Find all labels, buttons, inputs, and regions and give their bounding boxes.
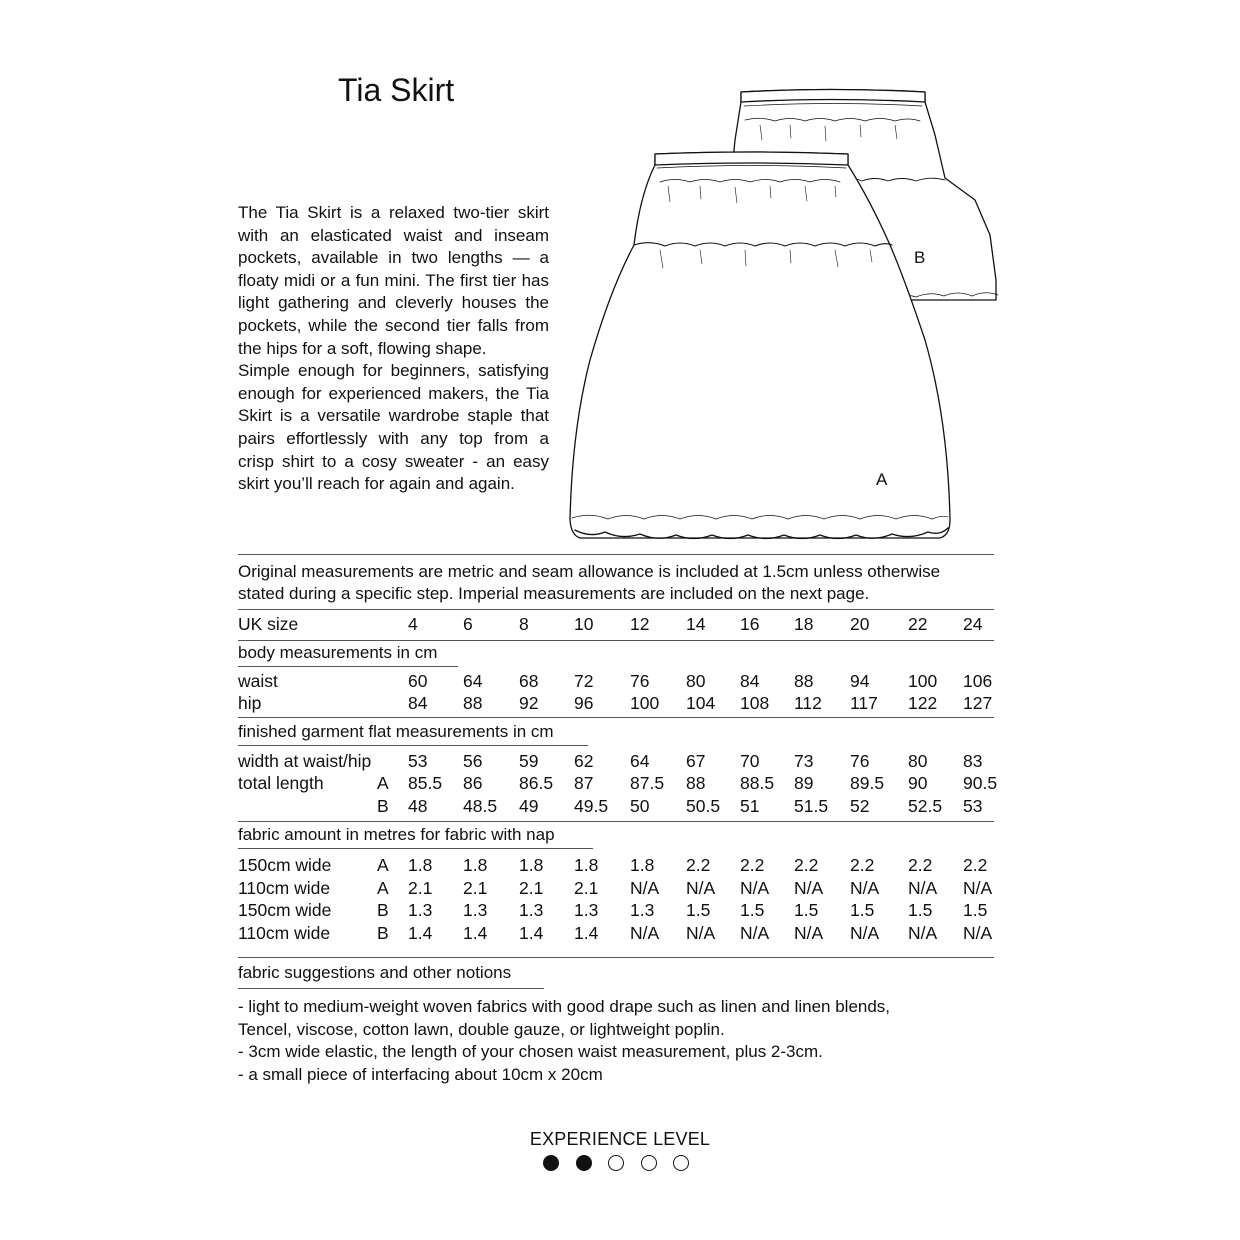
table-cell: 1.5 [963, 900, 988, 920]
size-cell: 4 [408, 614, 418, 634]
notion-line: Tencel, viscose, cotton lawn, double gauze, or lightweight poplin. [238, 1020, 725, 1039]
table-cell: 2.2 [794, 855, 819, 875]
view-label: B [377, 900, 389, 920]
table-cell: N/A [740, 878, 770, 898]
table-cell: 52 [850, 796, 870, 816]
table-cell: 1.4 [408, 923, 433, 943]
table-cell: N/A [794, 923, 824, 943]
size-cell: 18 [794, 614, 814, 634]
table-cell: 88 [794, 671, 814, 691]
table-cell: 1.8 [408, 855, 433, 875]
divider [238, 821, 994, 822]
table-cell: N/A [740, 923, 770, 943]
table-cell: 48.5 [463, 796, 498, 816]
notions-caption: fabric suggestions and other notions [238, 963, 512, 982]
table-cell: 48 [408, 796, 428, 816]
table-cell: 86.5 [519, 773, 554, 793]
empty-level-dot [641, 1155, 657, 1171]
table-cell: N/A [908, 878, 938, 898]
table-cell: N/A [630, 923, 660, 943]
view-label: A [377, 773, 389, 793]
row-label: hip [238, 693, 262, 713]
table-cell: 1.8 [463, 855, 488, 875]
empty-level-dot [608, 1155, 624, 1171]
table-cell: 2.2 [908, 855, 933, 875]
table-cell: 117 [850, 693, 878, 713]
table-cell: 87.5 [630, 773, 665, 793]
view-label: A [377, 878, 389, 898]
table-cell: 100 [630, 693, 660, 713]
size-cell: 14 [686, 614, 706, 634]
table-cell: 68 [519, 671, 539, 691]
table-row [238, 899, 1008, 922]
table-cell: 1.8 [519, 855, 544, 875]
table-cell: N/A [850, 923, 880, 943]
table-cell: 51.5 [794, 796, 829, 816]
notion-line: - a small piece of interfacing about 10cm x 20cm [238, 1065, 603, 1084]
table-cell: 84 [408, 693, 428, 713]
table-cell: 2.1 [574, 878, 599, 898]
intro-text [238, 202, 549, 496]
size-cell: 10 [574, 614, 594, 634]
table-row [238, 670, 1008, 693]
table-cell: 59 [519, 751, 539, 771]
table-cell: 70 [740, 751, 760, 771]
table-cell: 1.4 [463, 923, 488, 943]
table-cell: 92 [519, 693, 539, 713]
table-cell: 1.3 [519, 900, 544, 920]
table-cell: 50.5 [686, 796, 721, 816]
table-cell: 1.3 [574, 900, 599, 920]
table-cell: 80 [686, 671, 706, 691]
row-label: UK size [238, 614, 299, 634]
table-cell: 1.8 [630, 855, 655, 875]
table-cell: 72 [574, 671, 594, 691]
table-cell: 2.2 [850, 855, 875, 875]
table-cell: N/A [630, 878, 660, 898]
table-cell: 127 [963, 693, 993, 713]
table-cell: 83 [963, 751, 983, 771]
size-cell: 6 [463, 614, 473, 634]
table-cell: 64 [463, 671, 483, 691]
table-cell: 1.3 [630, 900, 655, 920]
table-cell: 88 [463, 693, 483, 713]
size-cell: 24 [963, 614, 983, 634]
table-cell: 88.5 [740, 773, 775, 793]
row-label: 110cm wide [238, 923, 331, 943]
table-cell: 2.1 [519, 878, 544, 898]
table-cell: 94 [850, 671, 870, 691]
table-cell: 108 [740, 693, 770, 713]
filled-level-dot [543, 1155, 559, 1171]
table-cell: 1.5 [850, 900, 875, 920]
divider [238, 640, 994, 641]
table-cell: 64 [630, 751, 650, 771]
page-title: Tia Skirt [338, 72, 455, 108]
divider [238, 554, 994, 555]
table-cell: 1.5 [908, 900, 933, 920]
seam-note-line-1: Original measurements are metric and seam allowance is included at 1.5cm unless otherwise [238, 562, 941, 581]
finished-caption: finished garment flat measurements in cm [238, 722, 554, 741]
divider [238, 717, 994, 718]
intro-paragraph: Simple enough for beginners, satisfying enough for experienced makers, the Tia Skirt is a versatile wardrobe staple that pairs effortlessly with any top from a crisp shirt to a cosy sweater - an easy skirt you’ll reach for again and again. [238, 361, 549, 494]
table-cell: 86 [463, 773, 483, 793]
table-cell: 1.3 [463, 900, 488, 920]
table-cell: 2.1 [408, 878, 433, 898]
divider [238, 957, 994, 958]
view-label: A [377, 855, 389, 875]
table-cell: 1.8 [574, 855, 599, 875]
filled-level-dot [576, 1155, 592, 1171]
table-cell: 100 [908, 671, 938, 691]
table-cell: 106 [963, 671, 993, 691]
fabric-caption: fabric amount in metres for fabric with nap [238, 825, 555, 844]
table-row [238, 750, 1008, 773]
size-cell: 16 [740, 614, 760, 634]
table-cell: 56 [463, 751, 483, 771]
table-cell: 104 [686, 693, 716, 713]
table-cell: N/A [963, 923, 993, 943]
table-cell: 76 [850, 751, 870, 771]
table-cell: 85.5 [408, 773, 443, 793]
table-cell: 1.3 [408, 900, 433, 920]
table-row [238, 877, 1008, 900]
table-cell: 1.5 [686, 900, 711, 920]
table-cell: 112 [794, 693, 822, 713]
size-header-row [238, 613, 1008, 636]
table-cell: 1.4 [519, 923, 544, 943]
view-label: B [377, 923, 389, 943]
intro-paragraph: The Tia Skirt is a relaxed two-tier skirt with an elasticated waist and inseam pockets, available in two lengths — a floaty midi or a fun mini. The first tier has light gathering and cleverly houses the pockets, while the second tier falls from the hips for a soft, flowing shape. [238, 203, 549, 358]
size-cell: 12 [630, 614, 650, 634]
table-cell: 1.4 [574, 923, 599, 943]
table-cell: N/A [850, 878, 880, 898]
table-cell: 84 [740, 671, 760, 691]
seam-note-line-2: stated during a specific step. Imperial measurements are included on the next page. [238, 584, 870, 603]
size-cell: 20 [850, 614, 870, 634]
view-a-label: A [876, 470, 888, 489]
table-cell: 88 [686, 773, 706, 793]
caption-underline [238, 745, 588, 746]
caption-underline [238, 848, 593, 849]
row-label: width at waist/hip [238, 751, 372, 771]
table-cell: N/A [963, 878, 993, 898]
table-cell: 51 [740, 796, 760, 816]
table-cell: 2.2 [686, 855, 711, 875]
table-row [238, 692, 1008, 715]
table-cell: 2.2 [963, 855, 988, 875]
row-label: 150cm wide [238, 855, 332, 875]
table-cell: 90 [908, 773, 928, 793]
table-cell: 67 [686, 751, 706, 771]
table-cell: 2.1 [463, 878, 488, 898]
view-label: B [377, 796, 389, 816]
skirt-illustration [560, 80, 1010, 560]
table-row [238, 922, 1008, 945]
row-label: total length [238, 773, 324, 793]
table-cell: 53 [963, 796, 983, 816]
table-cell: 1.5 [794, 900, 819, 920]
table-cell: N/A [908, 923, 938, 943]
notion-line: - light to medium-weight woven fabrics with good drape such as linen and linen blends, [238, 997, 891, 1016]
table-cell: 80 [908, 751, 928, 771]
row-label: 150cm wide [238, 900, 332, 920]
table-cell: 87 [574, 773, 594, 793]
table-cell: 52.5 [908, 796, 943, 816]
table-cell: 60 [408, 671, 428, 691]
divider [238, 609, 994, 610]
table-row [238, 854, 1008, 877]
table-cell: 50 [630, 796, 650, 816]
table-cell: 1.5 [740, 900, 765, 920]
table-cell: 89 [794, 773, 814, 793]
table-cell: N/A [794, 878, 824, 898]
body-caption: body measurements in cm [238, 643, 438, 662]
caption-underline [238, 666, 458, 667]
table-cell: 76 [630, 671, 650, 691]
table-cell: 49.5 [574, 796, 609, 816]
notion-line: - 3cm wide elastic, the length of your chosen waist measurement, plus 2-3cm. [238, 1042, 823, 1061]
empty-level-dot [673, 1155, 689, 1171]
table-cell: N/A [686, 878, 716, 898]
view-b-label: B [914, 248, 926, 267]
table-cell: 96 [574, 693, 594, 713]
table-cell: 73 [794, 751, 814, 771]
table-cell: 90.5 [963, 773, 998, 793]
row-label: 110cm wide [238, 878, 331, 898]
table-cell: 49 [519, 796, 539, 816]
table-row [238, 795, 1008, 818]
size-cell: 22 [908, 614, 928, 634]
experience-level-label: EXPERIENCE LEVEL [529, 1129, 711, 1149]
table-cell: 2.2 [740, 855, 765, 875]
table-cell: 62 [574, 751, 594, 771]
table-row [238, 772, 1008, 795]
table-cell: N/A [686, 923, 716, 943]
row-label: waist [238, 671, 278, 691]
size-cell: 8 [519, 614, 529, 634]
caption-underline [238, 988, 544, 989]
table-cell: 122 [908, 693, 938, 713]
table-cell: 53 [408, 751, 428, 771]
table-cell: 89.5 [850, 773, 885, 793]
